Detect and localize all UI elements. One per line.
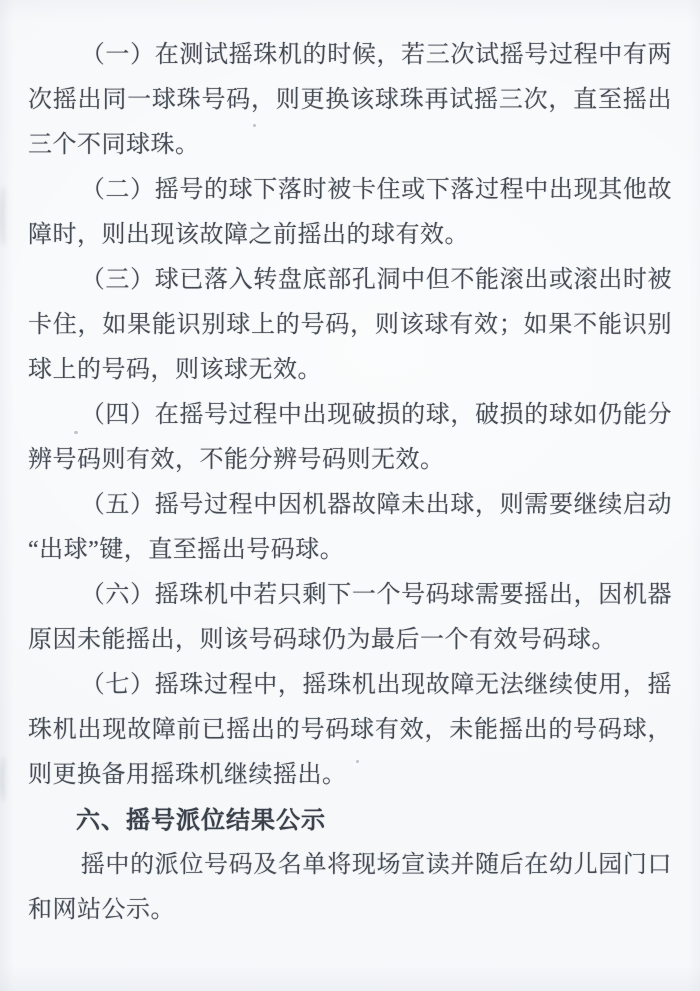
rule-paragraph-7: （七）摇珠过程中，摇珠机出现故障无法继续使用，摇珠机出现故障前已摇出的号码球有效，未能摇出的号码球，则更换备用摇珠机继续摇出。 xyxy=(28,672,672,788)
closing-paragraph: 摇中的派位号码及名单将现场宣读并随后在幼儿园门口和网站公示。 xyxy=(28,852,672,923)
rule-paragraph-1: （一）在测试摇珠机的时候，若三次试摇号过程中有两次摇出同一球珠号码，则更换该球珠再试摇三次，直至摇出三个不同球珠。 xyxy=(28,42,672,158)
rule-paragraph-4: （四）在摇号过程中出现破损的球，破损的球如仍能分辨号码则有效，不能分辨号码则无效。 xyxy=(28,402,672,473)
rule-paragraph-2: （二）摇号的球下落时被卡住或下落过程中出现其他故障时，则出现该故障之前摇出的球有效。 xyxy=(28,177,672,248)
rule-paragraph-5: （五）摇号过程中因机器故障未出球，则需要继续启动“出球”键，直至摇出号码球。 xyxy=(28,492,672,563)
section-heading: 六、摇号派位结果公示 xyxy=(76,807,326,834)
rule-paragraph-6: （六）摇珠机中若只剩下一个号码球需要摇出，因机器原因未能摇出，则该号码球仍为最后一个有效号码球。 xyxy=(28,582,672,653)
rule-paragraph-3: （三）球已落入转盘底部孔洞中但不能滚出或滚出时被卡住，如果能识别球上的号码，则该球有效；如果不能识别球上的号码，则该球无效。 xyxy=(28,267,672,383)
